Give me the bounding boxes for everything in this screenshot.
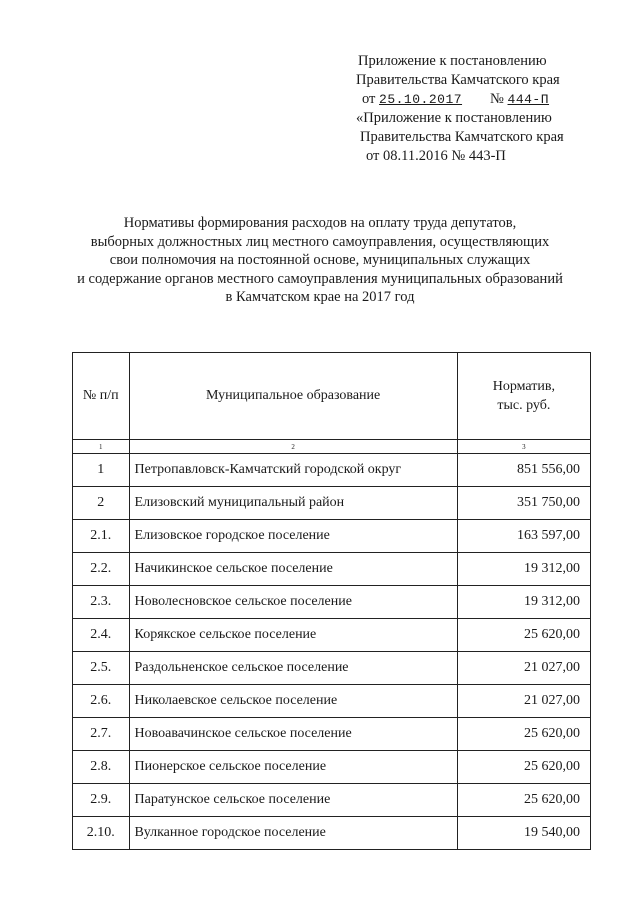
table-row [73, 487, 591, 520]
row-num: 2.7. [73, 718, 130, 751]
header-municipality: Муниципальное образование [129, 353, 457, 440]
column-index: 1 [73, 440, 130, 454]
table-row [73, 586, 591, 619]
header-num: № п/п [73, 353, 130, 440]
header-norm [457, 353, 590, 440]
decree-date: 25.10.2017 [379, 92, 463, 107]
table-row [73, 685, 591, 718]
appendix-header [356, 52, 564, 166]
title-line: свои полномочия на постоянной основе, муниципальных служащих [109, 252, 531, 269]
appendix-date-line [356, 90, 564, 109]
table-row [73, 652, 591, 685]
number-prefix: № [490, 91, 504, 107]
title-line: Нормативы формирования расходов на оплату труда депутатов, [123, 215, 517, 231]
table-row [73, 817, 591, 850]
column-index: 2 [129, 440, 457, 454]
appendix-line-4: «Приложение к постановлению [356, 110, 552, 126]
table-header-row [73, 353, 591, 440]
table-row [73, 553, 591, 586]
row-norm-value: 19 540,00 [457, 817, 590, 850]
column-index: 3 [457, 440, 590, 454]
row-num: 1 [73, 454, 130, 487]
table-row [73, 784, 591, 817]
title-line: выборных должностных лиц местного самоуправления, осуществляющих [90, 233, 550, 250]
row-norm-value: 351 750,00 [457, 487, 590, 520]
appendix-line-5: Правительства Камчатского края [360, 129, 564, 145]
row-norm-value: 19 312,00 [457, 553, 590, 586]
row-municipality: Начикинское сельское поселение [129, 553, 457, 586]
row-num: 2.5. [73, 652, 130, 685]
row-num: 2 [73, 487, 130, 520]
row-municipality: Паратунское сельское поселение [129, 784, 457, 817]
table-row [73, 520, 591, 553]
row-municipality: Раздольненское сельское поселение [129, 652, 457, 685]
appendix-line-6: от 08.11.2016 № 443-П [366, 148, 506, 164]
row-norm-value: 25 620,00 [457, 784, 590, 817]
table-row [73, 454, 591, 487]
row-num: 2.4. [73, 619, 130, 652]
row-municipality: Корякское сельское поселение [129, 619, 457, 652]
row-norm-value: 163 597,00 [457, 520, 590, 553]
header-norm-line2: тыс. руб. [497, 398, 551, 413]
row-num: 2.8. [73, 751, 130, 784]
row-norm-value: 851 556,00 [457, 454, 590, 487]
table-row [73, 718, 591, 751]
row-num: 2.3. [73, 586, 130, 619]
appendix-line-2: Правительства Камчатского края [356, 72, 560, 88]
row-num: 2.9. [73, 784, 130, 817]
appendix-line-1: Приложение к постановлению [358, 53, 547, 69]
row-municipality: Новолесновское сельское поселение [129, 586, 457, 619]
row-municipality: Вулканное городское поселение [129, 817, 457, 850]
row-norm-value: 25 620,00 [457, 718, 590, 751]
row-norm-value: 21 027,00 [457, 685, 590, 718]
table-row [73, 751, 591, 784]
row-norm-value: 21 027,00 [457, 652, 590, 685]
row-municipality: Пионерское сельское поселение [129, 751, 457, 784]
row-norm-value: 25 620,00 [457, 619, 590, 652]
table-row [73, 619, 591, 652]
row-num: 2.1. [73, 520, 130, 553]
header-norm-line1: Норматив, [492, 379, 555, 394]
document-title [0, 214, 640, 307]
title-line: в Камчатском крае на 2017 год [225, 289, 415, 306]
row-municipality: Новоавачинское сельское поселение [129, 718, 457, 751]
row-num: 2.6. [73, 685, 130, 718]
column-index-row [73, 440, 591, 454]
decree-number: 444-П [507, 92, 550, 107]
row-norm-value: 19 312,00 [457, 586, 590, 619]
row-municipality: Петропавловск-Камчатский городской округ [129, 454, 457, 487]
norms-table [72, 352, 591, 850]
row-norm-value: 25 620,00 [457, 751, 590, 784]
date-prefix: от [362, 91, 376, 107]
title-line: и содержание органов местного самоуправления муниципальных образований [77, 270, 563, 287]
row-municipality: Николаевское сельское поселение [129, 685, 457, 718]
row-num: 2.10. [73, 817, 130, 850]
row-municipality: Елизовский муниципальный район [129, 487, 457, 520]
row-municipality: Елизовское городское поселение [129, 520, 457, 553]
row-num: 2.2. [73, 553, 130, 586]
